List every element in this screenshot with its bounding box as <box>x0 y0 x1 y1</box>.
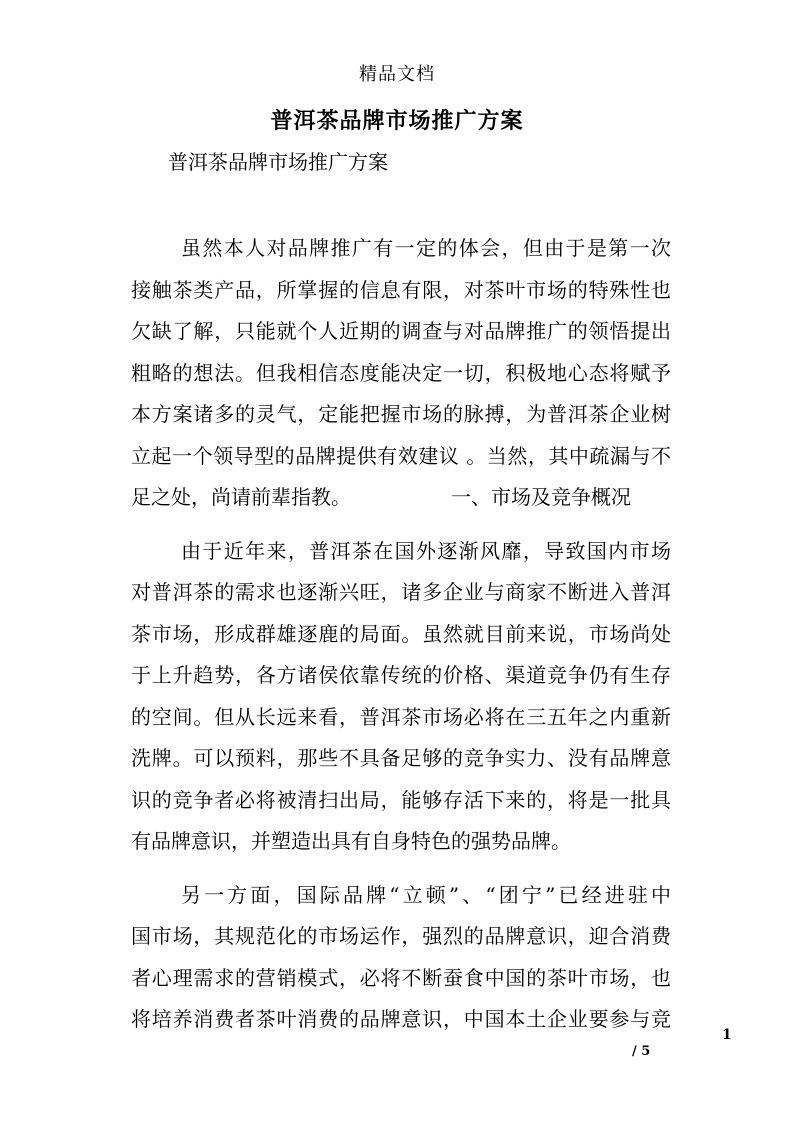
paragraph-line: 洗牌。可以预料，那些不具备足够的竞争实力、没有品牌意 <box>131 746 671 770</box>
paragraph-line: 由于近年来，普洱茶在国外逐渐风靡，导致国内市场 <box>181 538 671 563</box>
paragraph-line: 的空间。但从长远来看，普洱茶市场必将在三五年之内重新 <box>131 704 671 729</box>
page-number: 1 <box>722 1027 732 1043</box>
paragraph-line: 立起一个领导型的品牌提供有效建议 。当然，其中疏漏与不 <box>131 443 671 468</box>
document-body <box>131 228 671 1041</box>
paragraph-line: 另一方面，国际品牌“立顿”、“团宁”已经进驻中 <box>181 882 671 907</box>
paragraph-line: 对普洱茶的需求也逐渐兴旺，诸多企业与商家不断进入普洱 <box>131 580 671 604</box>
paragraph-line: 欠缺了解，只能就个人近期的调查与对品牌推广的领悟提出 <box>131 319 671 343</box>
paragraph-line: 者心理需求的营销模式，必将不断蚕食中国的茶叶市场，也 <box>131 965 671 990</box>
section-heading: 一、市场及竞争概况 <box>451 485 631 509</box>
paragraph-line: 有品牌意识，并塑造出具有自身特色的强势品牌。 <box>131 829 571 853</box>
paragraph-line: 粗略的想法。但我相信态度能决定一切，积极地心态将赋予 <box>131 360 671 385</box>
paragraph-line: 国市场，其规范化的市场运作，强烈的品牌意识，迎合消费 <box>131 924 671 948</box>
paragraph-line: 本方案诸多的灵气，定能把握市场的脉搏，为普洱茶企业树 <box>131 402 671 426</box>
paragraph-line: 虽然本人对品牌推广有一定的体会，但由于是第一次 <box>181 236 671 260</box>
paragraph-line: 接触茶类产品，所掌握的信息有限，对茶叶市场的特殊性也 <box>131 277 671 302</box>
paragraph-line: 识的竞争者必将被清扫出局，能够存活下来的，将是一批具 <box>131 787 671 812</box>
document-header: 精品文档 <box>359 64 435 85</box>
paragraph-line: 茶市场，形成群雄逐鹿的局面。虽然就目前来说，市场尚处 <box>131 621 671 646</box>
paragraph-line: 将培养消费者茶叶消费的品牌意识，中国本土企业要参与竞 <box>131 1007 671 1031</box>
document-subtitle: 普洱茶品牌市场推广方案 <box>168 150 388 174</box>
paragraph-line-text: 足之处，尚请前辈指教。 <box>131 485 351 509</box>
document-title: 普洱茶品牌市场推广方案 <box>270 108 524 134</box>
page-total: / 5 <box>632 1044 651 1059</box>
paragraph-line <box>131 477 671 519</box>
paragraph-line: 于上升趋势，各方诸侯依靠传统的价格、渠道竞争仍有生存 <box>131 663 671 687</box>
